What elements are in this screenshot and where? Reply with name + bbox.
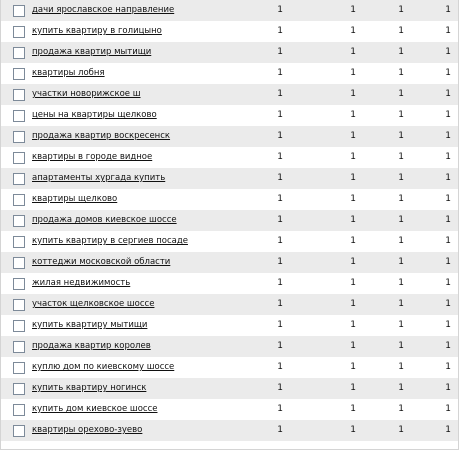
count-cell-4: 1 bbox=[445, 215, 451, 225]
count-cell-2: 1 bbox=[350, 341, 356, 351]
count-cell-4: 1 bbox=[445, 152, 451, 162]
count-cell-4: 1 bbox=[445, 341, 451, 351]
row-checkbox[interactable] bbox=[13, 257, 25, 269]
count-cell-3: 1 bbox=[398, 89, 404, 99]
table-row bbox=[1, 84, 458, 105]
keyword-link[interactable]: купить квартиру мытищи bbox=[32, 320, 148, 330]
keyword-link[interactable]: квартиры в городе видное bbox=[32, 152, 153, 162]
count-cell-3: 1 bbox=[398, 383, 404, 393]
count-cell-2: 1 bbox=[350, 194, 356, 204]
row-checkbox[interactable] bbox=[13, 68, 25, 80]
keyword-link[interactable]: участок щелковское шоссе bbox=[32, 299, 155, 309]
table-row bbox=[1, 231, 458, 252]
count-cell-3: 1 bbox=[398, 110, 404, 120]
keyword-link[interactable]: квартиры орехово-зуево bbox=[32, 425, 143, 435]
row-checkbox[interactable] bbox=[13, 131, 25, 143]
keyword-link[interactable]: продажа домов киевское шоссе bbox=[32, 215, 177, 225]
count-cell-1: 1 bbox=[277, 299, 283, 309]
count-cell-2: 1 bbox=[350, 425, 356, 435]
count-cell-3: 1 bbox=[398, 215, 404, 225]
keyword-link[interactable]: продажа квартир мытищи bbox=[32, 47, 152, 57]
table-row bbox=[1, 0, 458, 21]
count-cell-3: 1 bbox=[398, 341, 404, 351]
keyword-link[interactable]: купить квартиру в голицыно bbox=[32, 26, 162, 36]
count-cell-3: 1 bbox=[398, 26, 404, 36]
count-cell-1: 1 bbox=[277, 236, 283, 246]
count-cell-4: 1 bbox=[445, 47, 451, 57]
count-cell-3: 1 bbox=[398, 236, 404, 246]
count-cell-2: 1 bbox=[350, 404, 356, 414]
table-row bbox=[1, 252, 458, 273]
count-cell-3: 1 bbox=[398, 299, 404, 309]
row-checkbox[interactable] bbox=[13, 278, 25, 290]
table-row bbox=[1, 189, 458, 210]
count-cell-2: 1 bbox=[350, 278, 356, 288]
keyword-link[interactable]: дачи ярославское направление bbox=[32, 5, 175, 15]
count-cell-1: 1 bbox=[277, 110, 283, 120]
keyword-link[interactable]: продажа квартир королев bbox=[32, 341, 151, 351]
keyword-link[interactable]: купить квартиру ногинск bbox=[32, 383, 147, 393]
row-checkbox[interactable] bbox=[13, 47, 25, 59]
table-row bbox=[1, 126, 458, 147]
row-checkbox[interactable] bbox=[13, 152, 25, 164]
count-cell-3: 1 bbox=[398, 194, 404, 204]
table-row bbox=[1, 147, 458, 168]
count-cell-4: 1 bbox=[445, 278, 451, 288]
count-cell-3: 1 bbox=[398, 173, 404, 183]
row-checkbox[interactable] bbox=[13, 173, 25, 185]
count-cell-1: 1 bbox=[277, 194, 283, 204]
count-cell-1: 1 bbox=[277, 278, 283, 288]
count-cell-3: 1 bbox=[398, 425, 404, 435]
count-cell-1: 1 bbox=[277, 215, 283, 225]
count-cell-1: 1 bbox=[277, 26, 283, 36]
table-row bbox=[1, 315, 458, 336]
keyword-link[interactable]: жилая недвижимость bbox=[32, 278, 131, 288]
table-row bbox=[1, 399, 458, 420]
count-cell-2: 1 bbox=[350, 257, 356, 267]
count-cell-4: 1 bbox=[445, 257, 451, 267]
count-cell-4: 1 bbox=[445, 425, 451, 435]
count-cell-4: 1 bbox=[445, 89, 451, 99]
count-cell-2: 1 bbox=[350, 152, 356, 162]
count-cell-2: 1 bbox=[350, 5, 356, 15]
count-cell-2: 1 bbox=[350, 131, 356, 141]
table-row bbox=[1, 210, 458, 231]
count-cell-2: 1 bbox=[350, 173, 356, 183]
count-cell-2: 1 bbox=[350, 26, 356, 36]
count-cell-2: 1 bbox=[350, 362, 356, 372]
row-checkbox[interactable] bbox=[13, 299, 25, 311]
count-cell-2: 1 bbox=[350, 299, 356, 309]
count-cell-3: 1 bbox=[398, 362, 404, 372]
keyword-link[interactable]: купить квартиру в сергиев посаде bbox=[32, 236, 188, 246]
table-row bbox=[1, 105, 458, 126]
count-cell-4: 1 bbox=[445, 320, 451, 330]
table-row bbox=[1, 42, 458, 63]
row-checkbox[interactable] bbox=[13, 362, 25, 374]
count-cell-4: 1 bbox=[445, 26, 451, 36]
row-checkbox[interactable] bbox=[13, 215, 25, 227]
count-cell-4: 1 bbox=[445, 173, 451, 183]
table-row bbox=[1, 420, 458, 441]
count-cell-1: 1 bbox=[277, 89, 283, 99]
row-checkbox[interactable] bbox=[13, 26, 25, 38]
row-checkbox[interactable] bbox=[13, 425, 25, 437]
count-cell-3: 1 bbox=[398, 68, 404, 78]
count-cell-3: 1 bbox=[398, 257, 404, 267]
count-cell-1: 1 bbox=[277, 341, 283, 351]
count-cell-4: 1 bbox=[445, 404, 451, 414]
count-cell-4: 1 bbox=[445, 362, 451, 372]
count-cell-3: 1 bbox=[398, 5, 404, 15]
count-cell-1: 1 bbox=[277, 383, 283, 393]
row-checkbox[interactable] bbox=[13, 89, 25, 101]
row-checkbox[interactable] bbox=[13, 5, 25, 17]
count-cell-2: 1 bbox=[350, 215, 356, 225]
table-row bbox=[1, 378, 458, 399]
count-cell-1: 1 bbox=[277, 425, 283, 435]
count-cell-2: 1 bbox=[350, 236, 356, 246]
count-cell-4: 1 bbox=[445, 131, 451, 141]
count-cell-4: 1 bbox=[445, 110, 451, 120]
row-checkbox[interactable] bbox=[13, 194, 25, 206]
count-cell-2: 1 bbox=[350, 320, 356, 330]
count-cell-4: 1 bbox=[445, 299, 451, 309]
table-row bbox=[1, 357, 458, 378]
count-cell-3: 1 bbox=[398, 320, 404, 330]
count-cell-4: 1 bbox=[445, 68, 451, 78]
table-row bbox=[1, 294, 458, 315]
count-cell-2: 1 bbox=[350, 47, 356, 57]
count-cell-3: 1 bbox=[398, 152, 404, 162]
count-cell-1: 1 bbox=[277, 257, 283, 267]
count-cell-1: 1 bbox=[277, 47, 283, 57]
keyword-link[interactable]: апартаменты хургада купить bbox=[32, 173, 166, 183]
count-cell-3: 1 bbox=[398, 47, 404, 57]
row-checkbox[interactable] bbox=[13, 404, 25, 416]
count-cell-4: 1 bbox=[445, 236, 451, 246]
count-cell-4: 1 bbox=[445, 194, 451, 204]
row-checkbox[interactable] bbox=[13, 341, 25, 353]
table-row bbox=[1, 273, 458, 294]
count-cell-1: 1 bbox=[277, 404, 283, 414]
count-cell-4: 1 bbox=[445, 5, 451, 15]
count-cell-4: 1 bbox=[445, 383, 451, 393]
row-checkbox[interactable] bbox=[13, 110, 25, 122]
table-row bbox=[1, 21, 458, 42]
keyword-link[interactable]: цены на квартиры щелково bbox=[32, 110, 157, 120]
count-cell-3: 1 bbox=[398, 278, 404, 288]
keyword-link[interactable]: участки новорижское ш bbox=[32, 89, 141, 99]
keyword-link[interactable]: квартиры лобня bbox=[32, 68, 105, 78]
row-checkbox[interactable] bbox=[13, 236, 25, 248]
row-checkbox[interactable] bbox=[13, 320, 25, 332]
keyword-link[interactable]: продажа квартир воскресенск bbox=[32, 131, 171, 141]
count-cell-1: 1 bbox=[277, 362, 283, 372]
count-cell-3: 1 bbox=[398, 131, 404, 141]
count-cell-1: 1 bbox=[277, 131, 283, 141]
count-cell-2: 1 bbox=[350, 68, 356, 78]
keyword-link[interactable]: купить дом киевское шоссе bbox=[32, 404, 158, 414]
keyword-link[interactable]: куплю дом по киевскому шоссе bbox=[32, 362, 175, 372]
count-cell-1: 1 bbox=[277, 5, 283, 15]
count-cell-3: 1 bbox=[398, 404, 404, 414]
count-cell-1: 1 bbox=[277, 68, 283, 78]
table-row bbox=[1, 336, 458, 357]
count-cell-1: 1 bbox=[277, 152, 283, 162]
table-row bbox=[1, 63, 458, 84]
keyword-link[interactable]: квартиры щелково bbox=[32, 194, 118, 204]
count-cell-2: 1 bbox=[350, 110, 356, 120]
count-cell-2: 1 bbox=[350, 89, 356, 99]
count-cell-1: 1 bbox=[277, 173, 283, 183]
table-row bbox=[1, 168, 458, 189]
count-cell-1: 1 bbox=[277, 320, 283, 330]
row-checkbox[interactable] bbox=[13, 383, 25, 395]
count-cell-2: 1 bbox=[350, 383, 356, 393]
keyword-link[interactable]: коттеджи московской области bbox=[32, 257, 171, 267]
